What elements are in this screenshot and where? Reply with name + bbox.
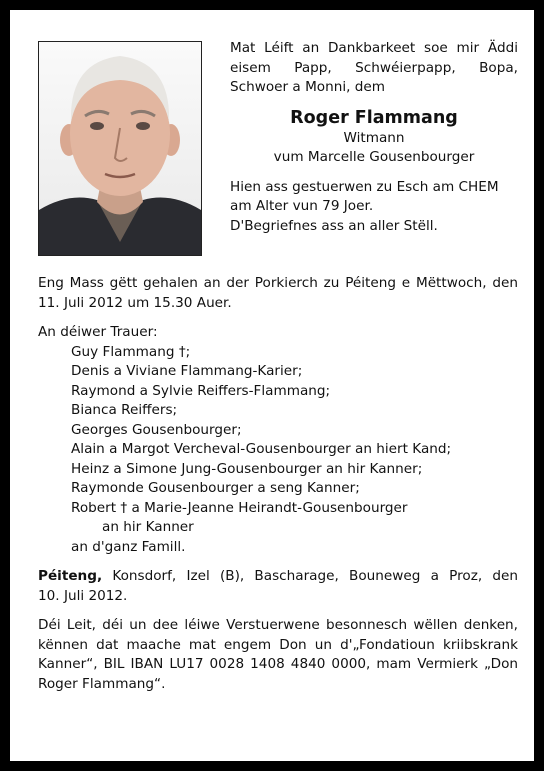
notice-body — [38, 274, 518, 694]
places-line-1 — [38, 567, 518, 587]
subtitle-line-2: vum Marcelle Gousenbourger — [273, 149, 475, 165]
mourner-item: Robert † a Marie-Jeanne Heirandt-Gousenbourger — [71, 499, 408, 516]
portrait-illustration — [39, 42, 201, 255]
mourner-item: Raymond a Sylvie Reiffers-Flammang; — [71, 382, 331, 399]
donation-line-1: Déi Leit, déi un dee léiwe Verstuerwene besonnesch wëllen denken, — [38, 617, 518, 633]
subtitle-line-1: Witmann — [343, 129, 405, 146]
mourner-item: Guy Flammang †; — [71, 343, 191, 360]
death-line-1: Hien ass gestuerwen zu Esch am CHEM — [230, 178, 499, 195]
donation-line-3: Kanner“, BIL IBAN LU17 0028 1408 4840 0000, mam Vermierk „Don — [38, 656, 518, 672]
donation-line-4: Roger Flammang“. — [38, 675, 166, 692]
places-line-2: 10. Juli 2012. — [38, 587, 128, 604]
mourner-item: Alain a Margot Vercheval-Gousenbourger an hiert Kand; — [71, 441, 452, 457]
mass-line-2: 11. Juli 2012 um 15.30 Auer. — [38, 294, 232, 311]
mourner-item: Georges Gousenbourger; — [71, 421, 242, 438]
place-bold: Péiteng, — [38, 568, 103, 584]
mourner-item: Heinz a Simone Jung-Gousenbourger an hir Kanner; — [71, 460, 423, 477]
portrait-photo — [38, 41, 202, 256]
mourner-family: an d'ganz Famill. — [71, 538, 186, 555]
mourners-heading: An déiwer Trauer: — [38, 324, 158, 340]
burial-line: D'Begriefnes ass an aller Stëll. — [230, 217, 438, 234]
mourner-item: Denis a Viviane Flammang-Karier; — [71, 363, 303, 379]
death-line-2: am Alter vun 79 Joer. — [230, 198, 374, 214]
header-block — [230, 39, 518, 236]
mourner-item-continued: an hir Kanner — [102, 519, 194, 535]
deceased-name: Roger Flammang — [290, 107, 458, 128]
mourner-item: Bianca Reiffers; — [71, 402, 178, 418]
mass-line-1: Eng Mass gëtt gehalen an der Porkierch zu Péiteng e Mëttwoch, den — [38, 275, 518, 291]
intro-line-1: Mat Léift an Dankbarkeet soe mir Äddi — [230, 40, 518, 56]
mourner-item: Raymonde Gousenbourger a seng Kanner; — [71, 480, 360, 496]
mourners-list — [38, 343, 518, 519]
donation-line-2: kënnen dat maache mat engem Don un d'„Fondatioun kriibskrank — [38, 636, 518, 653]
intro-line-2: eisem Papp, Schwéierpapp, Bopa, — [230, 59, 518, 76]
intro-line-3: Schwoer a Monni, dem — [230, 79, 386, 95]
places-rest: Konsdorf, Izel (B), Bascharage, Bouneweg a Proz, den — [102, 568, 518, 584]
obituary-card — [10, 10, 534, 761]
